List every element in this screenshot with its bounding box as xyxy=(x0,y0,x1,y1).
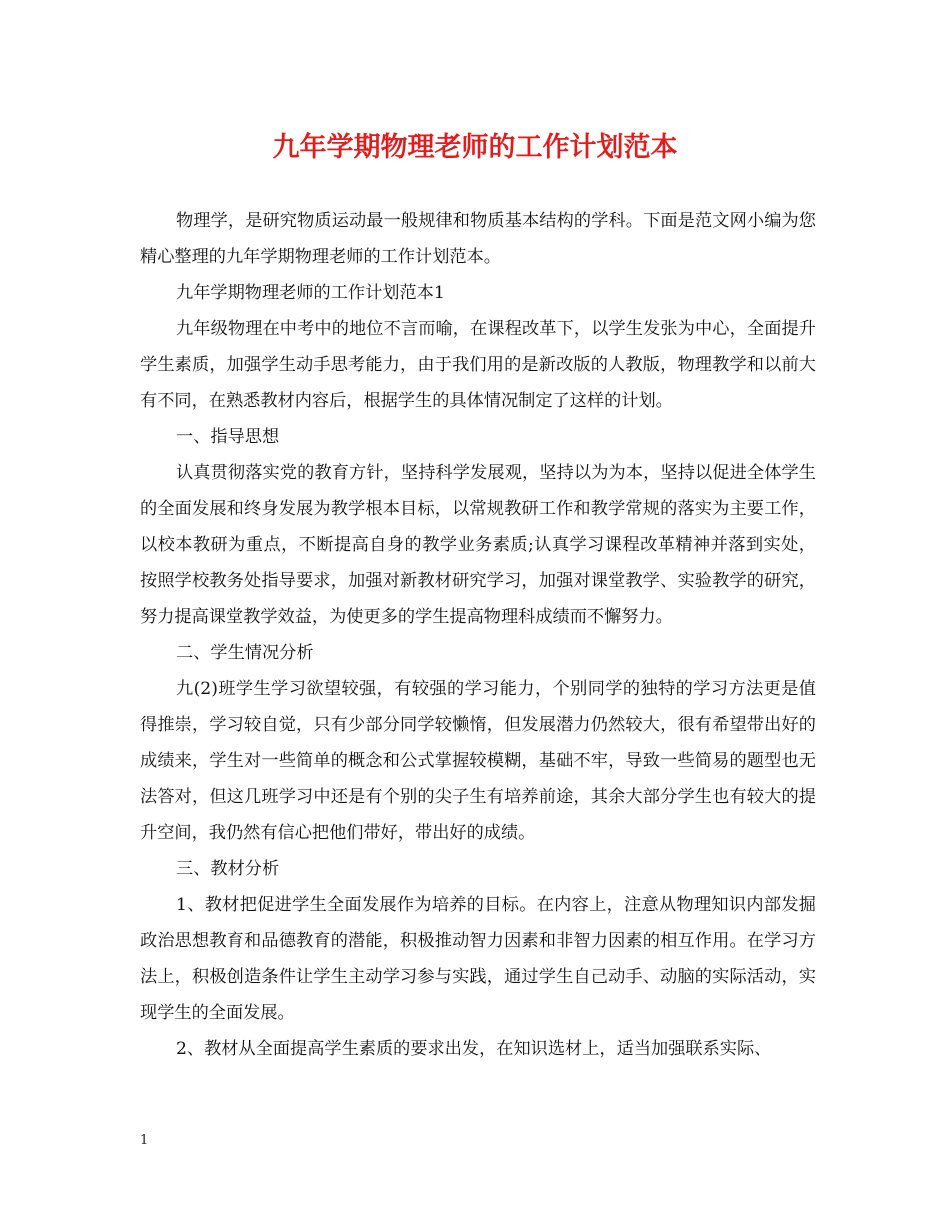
paragraph-guiding-thought: 认真贯彻落实党的教育方针，坚持科学发展观，坚持以为为本，坚持以促进全体学生的全面发展和终身发展为教学根本目标，以常规教研工作和教学常规的落实为主要工作，以校本教研为重点，不断提高自身的教学业务素质;认真学习课程改革精神并落到实处，按照学校教务处指导要求，加强对新教材研究学习，加强对课堂教学、实验教学的研究，努力提高课堂教学效益，为使更多的学生提高物理科成绩而不懈努力。 xyxy=(140,463,816,627)
section-heading-student-analysis: 二、学生情况分析 xyxy=(176,643,314,663)
document-title: 九年学期物理老师的工作计划范本 xyxy=(272,132,678,163)
document-body xyxy=(140,203,816,1067)
section-heading-textbook-analysis: 三、教材分析 xyxy=(176,859,280,879)
paragraph-textbook-point-1: 1、教材把促进学生全面发展作为培养的目标。在内容上，注意从物理知识内部发掘政治思想教育和品德教育的潜能，积极推动智力因素和非智力因素的相互作用。在学习方法上，积极创造条件让学生主动学习参与实践，通过学生自己动手、动脑的实际活动，实现学生的全面发展。 xyxy=(140,895,816,1023)
paragraph-textbook-point-2: 2、教材从全面提高学生素质的要求出发，在知识选材上，适当加强联系实际、 xyxy=(176,1039,772,1059)
paragraph-overview: 九年级物理在中考中的地位不言而喻，在课程改革下，以学生发张为中心，全面提升学生素质，加强学生动手思考能力，由于我们用的是新改版的人教版，物理教学和以前大有不同，在熟悉教材内容后，根据学生的具体情况制定了这样的计划。 xyxy=(140,319,816,411)
paragraph-subtitle: 九年学期物理老师的工作计划范本1 xyxy=(176,283,445,303)
section-heading-guiding-thought: 一、指导思想 xyxy=(176,427,280,447)
page-number: 1 xyxy=(140,1133,149,1148)
paragraph-intro: 物理学，是研究物质运动最一般规律和物质基本结构的学科。下面是范文网小编为您精心整理的九年学期物理老师的工作计划范本。 xyxy=(140,211,816,267)
paragraph-student-analysis: 九(2)班学生学习欲望较强，有较强的学习能力，个别同学的独特的学习方法更是值得推崇，学习较自觉，只有少部分同学较懒惰，但发展潜力仍然较大，很有希望带出好的成绩来，学生对一些简单的概念和公式掌握较模糊，基础不牢，导致一些简易的题型也无法答对，但这几班学习中还是有个别的尖子生有培养前途，其余大部分学生也有较大的提升空间，我仍然有信心把他们带好，带出好的成绩。 xyxy=(140,679,816,843)
